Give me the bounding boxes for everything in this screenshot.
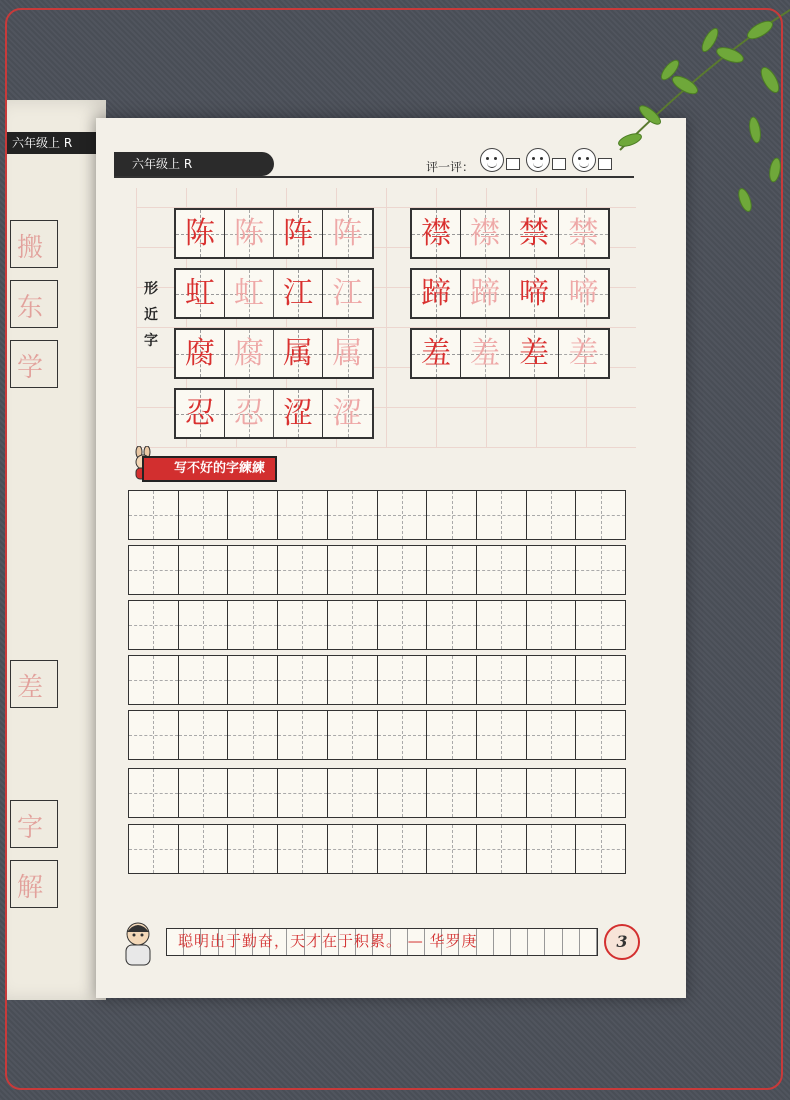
trace-char-cell[interactable]: 蹄 <box>461 270 510 317</box>
practice-row[interactable] <box>128 490 626 540</box>
model-char-cell: 羞 <box>412 330 461 377</box>
model-char-cell: 阵 <box>274 210 323 257</box>
char-group <box>410 268 610 319</box>
trace-char-cell[interactable]: 啼 <box>559 270 608 317</box>
trace-char-cell[interactable]: 江 <box>323 270 372 317</box>
left-glyph: 字 <box>17 813 44 843</box>
child-mascot-icon <box>116 918 160 968</box>
page-number: 3 <box>604 924 640 960</box>
model-char-cell: 襟 <box>412 210 461 257</box>
model-char-cell: 差 <box>510 330 559 377</box>
practice-row[interactable] <box>128 545 626 595</box>
left-glyph-box <box>10 860 58 908</box>
left-glyph: 东 <box>17 293 44 323</box>
grade-label: 六年级上 R <box>132 157 193 171</box>
smiley-face-icon <box>526 148 550 172</box>
char-group <box>174 208 374 259</box>
practice-row[interactable] <box>128 768 626 818</box>
trace-char-cell[interactable]: 陈 <box>225 210 274 257</box>
header-rule <box>114 176 634 178</box>
trace-char-cell[interactable]: 虹 <box>225 270 274 317</box>
category-label: 形近字 <box>144 281 158 349</box>
left-glyph: 搬 <box>17 233 44 263</box>
section-title: 写不好的字練練 <box>142 456 277 482</box>
model-char-cell: 属 <box>274 330 323 377</box>
plant-leaves-icon <box>560 0 790 240</box>
model-char-cell: 忍 <box>176 390 225 437</box>
trace-char-cell[interactable]: 差 <box>559 330 608 377</box>
trace-char-cell[interactable]: 忍 <box>225 390 274 437</box>
char-group <box>174 268 374 319</box>
trace-char-cell[interactable]: 阵 <box>323 210 372 257</box>
model-char-cell: 禁 <box>510 210 559 257</box>
model-char-cell: 腐 <box>176 330 225 377</box>
model-char-cell: 蹄 <box>412 270 461 317</box>
left-glyph: 学 <box>17 353 44 383</box>
trace-char-cell[interactable]: 腐 <box>225 330 274 377</box>
left-glyph-box <box>10 340 58 388</box>
left-glyph-box <box>10 220 58 268</box>
left-page <box>6 100 106 1000</box>
rating-box[interactable] <box>506 158 520 170</box>
model-char-cell: 江 <box>274 270 323 317</box>
left-glyph: 解 <box>17 873 44 903</box>
left-glyph: 差 <box>17 673 44 703</box>
left-glyph-box <box>10 660 58 708</box>
char-group <box>174 328 374 379</box>
trace-char-cell[interactable]: 羞 <box>461 330 510 377</box>
practice-row[interactable] <box>128 824 626 874</box>
model-char-cell: 陈 <box>176 210 225 257</box>
practice-row[interactable] <box>128 655 626 705</box>
trace-char-cell[interactable]: 襟 <box>461 210 510 257</box>
practice-row[interactable] <box>128 710 626 760</box>
model-char-cell: 涩 <box>274 390 323 437</box>
rate-label: 评一评： <box>426 160 475 174</box>
footer-quote: 聪明出于勤奋，天才在于积累。 — 华罗庚 <box>178 932 478 950</box>
trace-char-cell[interactable]: 涩 <box>323 390 372 437</box>
smiley-face-icon <box>480 148 504 172</box>
model-char-cell: 虹 <box>176 270 225 317</box>
trace-char-cell[interactable]: 属 <box>323 330 372 377</box>
workbook-page <box>96 118 686 998</box>
trace-char-cell[interactable]: 禁 <box>559 210 608 257</box>
left-glyph-box <box>10 800 58 848</box>
left-page-header: 六年级上 R <box>6 132 96 154</box>
char-group <box>174 388 374 439</box>
char-group <box>410 328 610 379</box>
model-char-cell: 啼 <box>510 270 559 317</box>
practice-row[interactable] <box>128 600 626 650</box>
left-glyph-box <box>10 280 58 328</box>
